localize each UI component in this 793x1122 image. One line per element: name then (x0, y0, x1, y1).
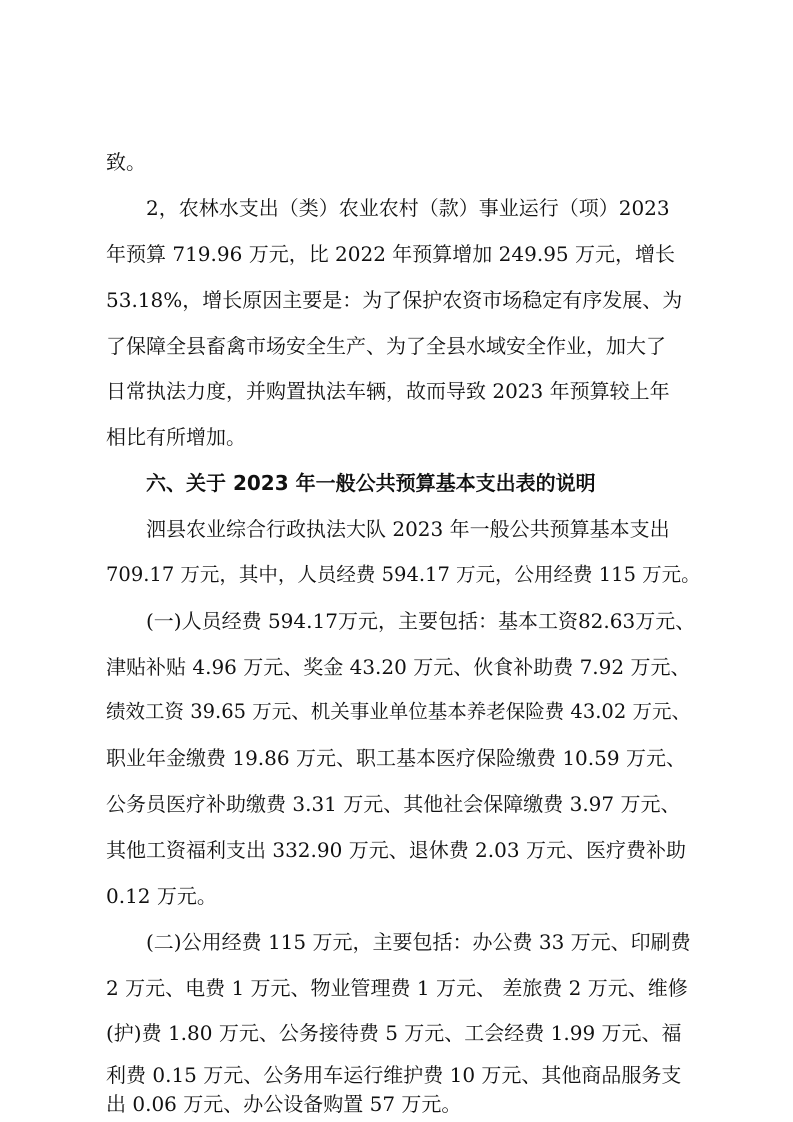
text-line: 职业年金缴费 19.86 万元、职工基本医疗保险缴费 10.59 万元、 (106, 746, 686, 770)
text-line: 53.18%，增长原因主要是：为了保护农资市场稳定有序发展、为 (106, 288, 683, 312)
text-line: 年预算 719.96 万元，比 2022 年预算增加 249.95 万元，增长 (106, 242, 676, 266)
text-line: 2，农林水支出（类）农业农村（款）事业运行（项）2023 (146, 196, 670, 220)
text-line: 绩效工资 39.65 万元、机关事业单位基本养老保险费 43.02 万元、 (106, 700, 691, 723)
text-line: 日常执法力度，并购置执法车辆，故而导致 2023 年预算较上年 (106, 379, 670, 403)
text-line: (二)公用经费 115 万元，主要包括：办公费 33 万元、印刷费 (146, 930, 691, 954)
text-line: 0.12 万元。 (106, 884, 217, 908)
text-line: 利费 0.15 万元、公务用车运行维护费 10 万元、其他商品服务支 (106, 1063, 682, 1087)
text-line: 2 万元、电费 1 万元、物业管理费 1 万元、 差旅费 2 万元、维修 (106, 976, 688, 1000)
text-line: 出 0.06 万元、办公设备购置 57 万元。 (106, 1092, 462, 1116)
text-line: 津贴补贴 4.96 万元、奖金 43.20 万元、伙食补助费 7.92 万元、 (106, 655, 691, 679)
text-line: 致。 (106, 150, 146, 174)
text-line: 公务员医疗补助缴费 3.31 万元、其他社会保障缴费 3.97 万元、 (106, 792, 681, 816)
section-heading: 六、关于 2023 年一般公共预算基本支出表的说明 (146, 471, 596, 495)
text-line: (一)人员经费 594.17万元，主要包括：基本工资82.63万元、 (146, 609, 696, 633)
text-line: 相比有所增加。 (106, 425, 246, 449)
text-line: (护)费 1.80 万元、公务接待费 5 万元、工会经费 1.99 万元、福 (106, 1021, 682, 1045)
text-line: 了保障全县畜禽市场安全生产、为了全县水域安全作业，加大了 (106, 334, 666, 358)
text-line: 709.17 万元，其中，人员经费 594.17 万元，公用经费 115 万元。 (106, 563, 701, 586)
text-line: 泗县农业综合行政执法大队 2023 年一般公共预算基本支出 (146, 517, 670, 541)
text-line: 其他工资福利支出 332.90 万元、退休费 2.03 万元、医疗费补助 (106, 838, 686, 862)
